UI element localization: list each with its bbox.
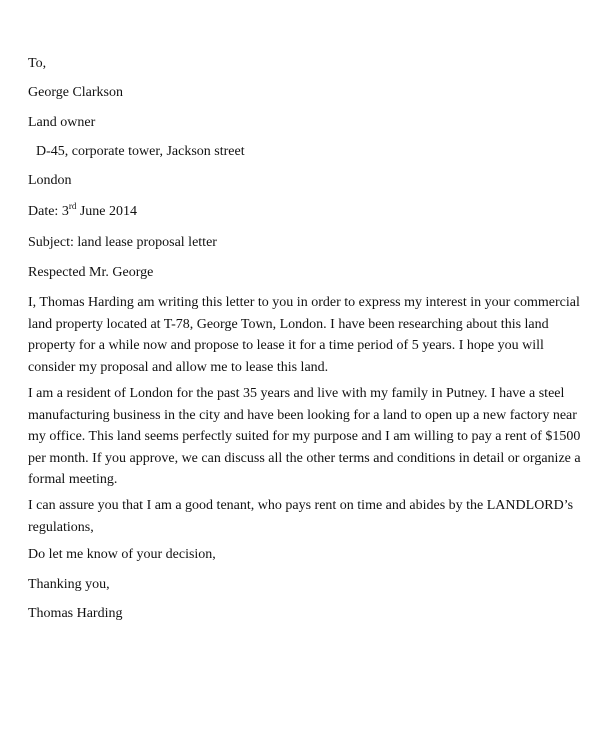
letter-greeting: Respected Mr. George (28, 265, 154, 280)
paragraph-2-line: I am a resident of London for the past 35 years and live with my family in Putney. I have a steel (28, 386, 565, 401)
date-rest: June 2014 (76, 204, 137, 219)
paragraph-2-line: per month. If you approve, we can discuss all the other terms and conditions in detail or organize a (28, 450, 581, 466)
closing: Thanking you, (28, 577, 110, 592)
recipient-title: Land owner (28, 115, 96, 130)
paragraph-2-line: manufacturing business in the city and have been looking for a land to open up a new factory near (28, 407, 577, 423)
paragraph-1-line: consider my proposal and allow me to lease this land. (28, 359, 329, 375)
paragraph-3-line: I can assure you that I am a good tenant, who pays rent on time and abides by the LANDLORD’s (28, 498, 574, 513)
paragraph-3-line: regulations, (28, 519, 94, 535)
recipient-city: London (28, 173, 72, 188)
paragraph-2 (28, 383, 581, 491)
paragraph-4: Do let me know of your decision, (28, 547, 216, 562)
recipient-name: George Clarkson (28, 85, 123, 100)
salutation-to: To, (28, 56, 47, 71)
paragraph-1-line: I, Thomas Harding am writing this letter to you in order to express my interest in your commercial (28, 295, 580, 310)
paragraph-2-line: formal meeting. (28, 472, 118, 487)
letter-subject: Subject: land lease proposal letter (28, 235, 217, 250)
letter-date (28, 203, 137, 221)
date-prefix: Date: 3 (28, 204, 69, 219)
paragraph-3 (28, 495, 576, 538)
date-ordinal: rd (68, 201, 77, 211)
paragraph-2-line: my office. This land seems perfectly suited for my purpose and I am willing to pay a rent of $1500 (28, 429, 581, 444)
paragraph-1-line: land property located at T-78, George Town, London. I have been researching about this land (28, 316, 549, 332)
paragraph-1-line: property for a while now and propose to lease it for a time period of 5 years. I hope you will (28, 338, 544, 353)
signature: Thomas Harding (28, 606, 123, 621)
paragraph-1 (28, 292, 580, 378)
recipient-address: D-45, corporate tower, Jackson street (36, 144, 245, 159)
